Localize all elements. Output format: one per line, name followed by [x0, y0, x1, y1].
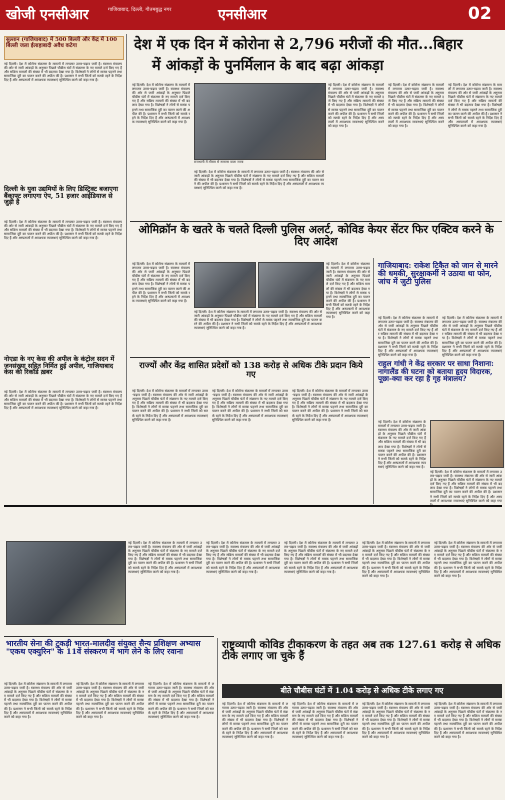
omicron-body-2: नई दिल्ली। देश में कोरोना संक्रमण के मामलों में लगातार उतार-चढ़ाव जारी है। स्वास्थ्य मंत्रालय की ओर से जारी आंकड़ों के अनुसार पिछले चौबीस घंटों में संक्रमण के नए मामले दर्ज किए गए हैं और सक्रिय मामलों की संख्या में भी बदलाव देखा गया है। विशेषज्ञों ने लोगों से मास्क पहनने तथा सामाजिक दूरी का पालन करने की अपील की है। प्रशासन ने सभी जिलों को सतर्क रहने के निर्देश दिए हैं और अस्पतालों में आवश्यक व्यवस्थाएं सुनिश्चित करने को कहा गया है।	[194, 310, 322, 331]
doctors-body-2: नई दिल्ली। देश में कोरोना संक्रमण के मामलों में लगातार उतार-चढ़ाव जारी है। स्वास्थ्य मंत्रालय की ओर से जारी आंकड़ों के अनुसार पिछले चौबीस घंटों में संक्रमण के नए मामले दर्ज किए गए हैं और सक्रिय मामलों की संख्या में भी बदलाव देखा गया है। विशेषज्ञों ने लोगों से मास्क पहनने तथा सामाजिक दूरी का पालन करने की अपील की है। प्रशासन ने सभी जिलों को सतर्क रहने के निर्देश दिए हैं और अस्पतालों में आवश्यक व्यवस्थाएं सुनिश्चित करने को कहा गया है।	[206, 541, 280, 574]
lead-photo	[194, 83, 326, 160]
omicron-headline: ओमिक्रॉन के खतरे के चलते दिल्ली पुलिस अलर्ट, कोविड केयर सेंटर फिर एक्टिव करने के दिए आदेश	[138, 223, 494, 248]
tikait-headline: गाजियाबाद: राकेश टिकैत को जान से मारने की धमकी, सुरक्षाकर्मी ने उठाया था फोन, जांच में जुटी पुलिस	[378, 261, 498, 286]
vaccine-banner: बीते चौबीस घंटों में 1.04 करोड़ से अधिक टीके लगाए गए	[280, 686, 444, 695]
rahul-body-1: नई दिल्ली। देश में कोरोना संक्रमण के मामलों में लगातार उतार-चढ़ाव जारी है। स्वास्थ्य मंत्रालय की ओर से जारी आंकड़ों के अनुसार पिछले चौबीस घंटों में संक्रमण के नए मामले दर्ज किए गए हैं और सक्रिय मामलों की संख्या में भी बदलाव देखा गया है। विशेषज्ञों ने लोगों से मास्क पहनने तथा सामाजिक दूरी का पालन करने की अपील की है। प्रशासन ने सभी जिलों को सतर्क रहने के निर्देश दिए हैं और अस्पतालों में आवश्यक व्यवस्थाएं सुनिश्चित करने को कहा गया है।	[378, 420, 426, 470]
page-number: 02	[468, 4, 492, 24]
lead-rule	[130, 221, 502, 222]
lead-body-mid: नई दिल्ली। देश में कोरोना संक्रमण के मामलों में लगातार उतार-चढ़ाव जारी है। स्वास्थ्य मंत्रालय की ओर से जारी आंकड़ों के अनुसार पिछले चौबीस घंटों में संक्रमण के नए मामले दर्ज किए गए हैं और सक्रिय मामलों की संख्या में भी बदलाव देखा गया है। विशेषज्ञों ने लोगों से मास्क पहनने तथा सामाजिक दूरी का पालन करने की अपील की है। प्रशासन ने सभी जिलों को सतर्क रहने के निर्देश दिए हैं और अस्पतालों में आवश्यक व्यवस्थाएं सुनिश्चित करने को कहा गया है।	[194, 170, 324, 191]
left-column-rule	[126, 34, 127, 504]
left-kicker: सुल्तान (गाजियाबाद) में 500 बिल्ली और केंद्र में 100 बिल्ली जला ईलाहाबादी अवैध कटेगा	[6, 37, 117, 49]
left-story2-headline: दिल्ली के युवा उद्यमियों के लिए डिस्ट्रिक्ट बजाएगा बैंकाफ्ट लगाएगा ऐप, 51 हजार आईडियाज से जुड़ी है	[4, 185, 119, 207]
lead-photo-caption: राजधानी में मौसम से नासरस वाला जाया	[194, 160, 244, 164]
omicron-body-1: नई दिल्ली। देश में कोरोना संक्रमण के मामलों में लगातार उतार-चढ़ाव जारी है। स्वास्थ्य मंत्रालय की ओर से जारी आंकड़ों के अनुसार पिछले चौबीस घंटों में संक्रमण के नए मामले दर्ज किए गए हैं और सक्रिय मामलों की संख्या में भी बदलाव देखा गया है। विशेषज्ञों ने लोगों से मास्क पहनने तथा सामाजिक दूरी का पालन करने की अपील की है। प्रशासन ने सभी जिलों को सतर्क रहने के निर्देश दिए हैं और अस्पतालों में आवश्यक व्यवस्थाएं सुनिश्चित करने को कहा गया है।	[132, 262, 190, 303]
doctors-body-1: नई दिल्ली। देश में कोरोना संक्रमण के मामलों में लगातार उतार-चढ़ाव जारी है। स्वास्थ्य मंत्रालय की ओर से जारी आंकड़ों के अनुसार पिछले चौबीस घंटों में संक्रमण के नए मामले दर्ज किए गए हैं और सक्रिय मामलों की संख्या में भी बदलाव देखा गया है। विशेषज्ञों ने लोगों से मास्क पहनने तथा सामाजिक दूरी का पालन करने की अपील की है। प्रशासन ने सभी जिलों को सतर्क रहने के निर्देश दिए हैं और अस्पतालों में आवश्यक व्यवस्थाएं सुनिश्चित करने को कहा गया है।	[128, 541, 202, 574]
left-body-2: नई दिल्ली। देश में कोरोना संक्रमण के मामलों में लगातार उतार-चढ़ाव जारी है। स्वास्थ्य मंत्रालय की ओर से जारी आंकड़ों के अनुसार पिछले चौबीस घंटों में संक्रमण के नए मामले दर्ज किए गए हैं और सक्रिय मामलों की संख्या में भी बदलाव देखा गया है। विशेषज्ञों ने लोगों से मास्क पहनने तथा सामाजिक दूरी का पालन करने की अपील की है। प्रशासन ने सभी जिलों को सतर्क रहने के निर्देश दिए हैं और अस्पतालों में आवश्यक व्यवस्थाएं सुनिश्चित करने को कहा गया है।	[4, 220, 122, 241]
masthead-meta: गाजियाबाद, दिल्ली, गौतमबुद्ध नगर	[108, 7, 172, 13]
omicron-photo-1	[194, 262, 256, 308]
doses-body-1: नई दिल्ली। देश में कोरोना संक्रमण के मामलों में लगातार उतार-चढ़ाव जारी है। स्वास्थ्य मंत्रालय की ओर से जारी आंकड़ों के अनुसार पिछले चौबीस घंटों में संक्रमण के नए मामले दर्ज किए गए हैं और सक्रिय मामलों की संख्या में भी बदलाव देखा गया है। विशेषज्ञों ने लोगों से मास्क पहनने तथा सामाजिक दूरी का पालन करने की अपील की है। प्रशासन ने सभी जिलों को सतर्क रहने के निर्देश दिए हैं और अस्पतालों में आवश्यक व्यवस्थाएं सुनिश्चित करने को कहा गया है।	[132, 389, 208, 422]
lead-body-right2: नई दिल्ली। देश में कोरोना संक्रमण के मामलों में लगातार उतार-चढ़ाव जारी है। स्वास्थ्य मंत्रालय की ओर से जारी आंकड़ों के अनुसार पिछले चौबीस घंटों में संक्रमण के नए मामले दर्ज किए गए हैं और सक्रिय मामलों की संख्या में भी बदलाव देखा गया है। विशेषज्ञों ने लोगों से मास्क पहनने तथा सामाजिक दूरी का पालन करने की अपील की है। प्रशासन ने सभी जिलों को सतर्क रहने के निर्देश दिए हैं और अस्पतालों में आवश्यक व्यवस्थाएं सुनिश्चित करने को कहा गया है।	[388, 83, 444, 128]
rahul-headline: राहुल गांधी ने केंद्र सरकार पर साधा निशाना: नागालैंड की घटना को बताया हृदय विदारक, पूछा-क्या कर रहा है गृह मंत्रालय?	[378, 359, 494, 384]
army-rule	[4, 636, 214, 637]
doctors-body-3: नई दिल्ली। देश में कोरोना संक्रमण के मामलों में लगातार उतार-चढ़ाव जारी है। स्वास्थ्य मंत्रालय की ओर से जारी आंकड़ों के अनुसार पिछले चौबीस घंटों में संक्रमण के नए मामले दर्ज किए गए हैं और सक्रिय मामलों की संख्या में भी बदलाव देखा गया है। विशेषज्ञों ने लोगों से मास्क पहनने तथा सामाजिक दूरी का पालन करने की अपील की है। प्रशासन ने सभी जिलों को सतर्क रहने के निर्देश दिए हैं और अस्पतालों में आवश्यक व्यवस्थाएं सुनिश्चित करने को कहा गया है।	[284, 541, 358, 574]
doses-headline: राज्यों और केंद्र शासित प्रदेशों को 138 करोड़ से अधिक टीके प्रदान किये गए	[139, 360, 363, 379]
rahul-body-2: नई दिल्ली। देश में कोरोना संक्रमण के मामलों में लगातार उतार-चढ़ाव जारी है। स्वास्थ्य मंत्रालय की ओर से जारी आंकड़ों के अनुसार पिछले चौबीस घंटों में संक्रमण के नए मामले दर्ज किए गए हैं और सक्रिय मामलों की संख्या में भी बदलाव देखा गया है। विशेषज्ञों ने लोगों से मास्क पहनने तथा सामाजिक दूरी का पालन करने की अपील की है। प्रशासन ने सभी जिलों को सतर्क रहने के निर्देश दिए हैं और अस्पतालों में आवश्यक व्यवस्थाएं सुनिश्चित करने को कहा गया	[430, 470, 502, 503]
vaccine-headline: राष्ट्रव्यापी कोविड टीकाकरण के तहत अब तक 127.61 करोड़ से अधिक टीके लगाए जा चुके हैं	[222, 639, 501, 662]
mid-rule	[130, 357, 370, 358]
vaccine-body-2: नई दिल्ली। देश में कोरोना संक्रमण के मामलों में लगातार उतार-चढ़ाव जारी है। स्वास्थ्य मंत्रालय की ओर से जारी आंकड़ों के अनुसार पिछले चौबीस घंटों में संक्रमण के नए मामले दर्ज किए गए हैं और सक्रिय मामलों की संख्या में भी बदलाव देखा गया है। विशेषज्ञों ने लोगों से मास्क पहनने तथा सामाजिक दूरी का पालन करने की अपील की है। प्रशासन ने सभी जिलों को सतर्क रहने के निर्देश दिए हैं और अस्पतालों में आवश्यक व्यवस्थाएं सुनिश्चित करने को कहा गया है।	[292, 702, 358, 739]
army-body-1: नई दिल्ली। देश में कोरोना संक्रमण के मामलों में लगातार उतार-चढ़ाव जारी है। स्वास्थ्य मंत्रालय की ओर से जारी आंकड़ों के अनुसार पिछले चौबीस घंटों में संक्रमण के नए मामले दर्ज किए गए हैं और सक्रिय मामलों की संख्या में भी बदलाव देखा गया है। विशेषज्ञों ने लोगों से मास्क पहनने तथा सामाजिक दूरी का पालन करने की अपील की है। प्रशासन ने सभी जिलों को सतर्क रहने के निर्देश दिए हैं और अस्पतालों में आवश्यक व्यवस्थाएं सुनिश्चित करने को कहा गया है।	[4, 682, 72, 719]
lead-headline-line2: में आंकड़ों के पुनर्मिलान के बाद बढ़ा आंकड़ा	[152, 57, 384, 74]
omicron-photo-2	[258, 262, 324, 308]
right-column-rule	[373, 258, 374, 504]
doses-body-2: नई दिल्ली। देश में कोरोना संक्रमण के मामलों में लगातार उतार-चढ़ाव जारी है। स्वास्थ्य मंत्रालय की ओर से जारी आंकड़ों के अनुसार पिछले चौबीस घंटों में संक्रमण के नए मामले दर्ज किए गए हैं और सक्रिय मामलों की संख्या में भी बदलाव देखा गया है। विशेषज्ञों ने लोगों से मास्क पहनने तथा सामाजिक दूरी का पालन करने की अपील की है। प्रशासन ने सभी जिलों को सतर्क रहने के निर्देश दिए हैं और अस्पतालों में आवश्यक व्यवस्थाएं सुनिश्चित करने को कहा गया है।	[212, 389, 288, 422]
vaccine-body-3: नई दिल्ली। देश में कोरोना संक्रमण के मामलों में लगातार उतार-चढ़ाव जारी है। स्वास्थ्य मंत्रालय की ओर से जारी आंकड़ों के अनुसार पिछले चौबीस घंटों में संक्रमण के नए मामले दर्ज किए गए हैं और सक्रिय मामलों की संख्या में भी बदलाव देखा गया है। विशेषज्ञों ने लोगों से मास्क पहनने तथा सामाजिक दूरी का पालन करने की अपील की है। प्रशासन ने सभी जिलों को सतर्क रहने के निर्देश दिए हैं और अस्पतालों में आवश्यक व्यवस्थाएं सुनिश्चित करने को कहा गया है।	[362, 702, 430, 739]
doctors-body-4: नई दिल्ली। देश में कोरोना संक्रमण के मामलों में लगातार उतार-चढ़ाव जारी है। स्वास्थ्य मंत्रालय की ओर से जारी आंकड़ों के अनुसार पिछले चौबीस घंटों में संक्रमण के नए मामले दर्ज किए गए हैं और सक्रिय मामलों की संख्या में भी बदलाव देखा गया है। विशेषज्ञों ने लोगों से मास्क पहनने तथा सामाजिक दूरी का पालन करने की अपील की है। प्रशासन ने सभी जिलों को सतर्क रहने के निर्देश दिए हैं और अस्पतालों में आवश्यक व्यवस्थाएं सुनिश्चित करने को कहा गया है।	[362, 541, 430, 578]
lead-body-left: नई दिल्ली। देश में कोरोना संक्रमण के मामलों में लगातार उतार-चढ़ाव जारी है। स्वास्थ्य मंत्रालय की ओर से जारी आंकड़ों के अनुसार पिछले चौबीस घंटों में संक्रमण के नए मामले दर्ज किए गए हैं और सक्रिय मामलों की संख्या में भी बदलाव देखा गया है। विशेषज्ञों ने लोगों से मास्क पहनने तथा सामाजिक दूरी का पालन करने की अपील की है। प्रशासन ने सभी जिलों को सतर्क रहने के निर्देश दिए हैं और अस्पतालों में आवश्यक व्यवस्थाएं सुनिश्चित करने को कहा गया है।	[132, 83, 190, 124]
doctors-photo	[6, 541, 126, 625]
tikait-body-1: नई दिल्ली। देश में कोरोना संक्रमण के मामलों में लगातार उतार-चढ़ाव जारी है। स्वास्थ्य मंत्रालय की ओर से जारी आंकड़ों के अनुसार पिछले चौबीस घंटों में संक्रमण के नए मामले दर्ज किए गए हैं और सक्रिय मामलों की संख्या में भी बदलाव देखा गया है। विशेषज्ञों ने लोगों से मास्क पहनने तथा सामाजिक दूरी का पालन करने की अपील की है। प्रशासन ने सभी जिलों को सतर्क रहने के निर्देश दिए हैं और अस्पतालों में आवश्यक व्यवस्थाएं सुनिश्चित करने को कहा गया है।	[378, 316, 438, 357]
doctors-headline	[8, 511, 500, 537]
brand-name: खोजी एनसीआर	[6, 7, 89, 23]
section-title: एनसीआर	[218, 7, 267, 23]
left-body-3: नई दिल्ली। देश में कोरोना संक्रमण के मामलों में लगातार उतार-चढ़ाव जारी है। स्वास्थ्य मंत्रालय की ओर से जारी आंकड़ों के अनुसार पिछले चौबीस घंटों में संक्रमण के नए मामले दर्ज किए गए हैं और सक्रिय मामलों की संख्या में भी बदलाव देखा गया है। विशेषज्ञों ने लोगों से मास्क पहनने तथा सामाजिक दूरी का पालन करने की अपील की है। प्रशासन ने सभी जिलों को सतर्क रहने के निर्देश दिए हैं और अस्पतालों में आवश्यक व्यवस्थाएं सुनिश्चित करने को कहा गया है।	[4, 390, 122, 411]
lead-headline-line1: देश में एक दिन में कोरोना से 2,796 मरीजों की मौत...बिहार	[134, 36, 463, 53]
lead-body-right3: नई दिल्ली। देश में कोरोना संक्रमण के मामलों में लगातार उतार-चढ़ाव जारी है। स्वास्थ्य मंत्रालय की ओर से जारी आंकड़ों के अनुसार पिछले चौबीस घंटों में संक्रमण के नए मामले दर्ज किए गए हैं और सक्रिय मामलों की संख्या में भी बदलाव देखा गया है। विशेषज्ञों ने लोगों से मास्क पहनने तथा सामाजिक दूरी का पालन करने की अपील की है। प्रशासन ने सभी जिलों को सतर्क रहने के निर्देश दिए हैं और अस्पतालों में आवश्यक व्यवस्थाएं सुनिश्चित करने को कहा गया है।	[448, 83, 502, 128]
vaccine-body-4: नई दिल्ली। देश में कोरोना संक्रमण के मामलों में लगातार उतार-चढ़ाव जारी है। स्वास्थ्य मंत्रालय की ओर से जारी आंकड़ों के अनुसार पिछले चौबीस घंटों में संक्रमण के नए मामले दर्ज किए गए हैं और सक्रिय मामलों की संख्या में भी बदलाव देखा गया है। विशेषज्ञों ने लोगों से मास्क पहनने तथा सामाजिक दूरी का पालन करने की अपील की है। प्रशासन ने सभी जिलों को सतर्क रहने के निर्देश दिए हैं और अस्पतालों में आवश्यक व्यवस्थाएं सुनिश्चित करने को कहा गया है।	[434, 702, 502, 739]
bottom-column-rule	[217, 638, 218, 798]
left-story3-headline: नोएडा के नए केस की अपील के कंट्रोल सदन में जनसंख्या सहित निर्मित हुई अपील, गाजियाबाद केस की रिकॉर्ड ख़बर	[4, 355, 115, 377]
omicron-body-3: नई दिल्ली। देश में कोरोना संक्रमण के मामलों में लगातार उतार-चढ़ाव जारी है। स्वास्थ्य मंत्रालय की ओर से जारी आंकड़ों के अनुसार पिछले चौबीस घंटों में संक्रमण के नए मामले दर्ज किए गए हैं और सक्रिय मामलों की संख्या में भी बदलाव देखा गया है। विशेषज्ञों ने लोगों से मास्क पहनने तथा सामाजिक दूरी का पालन करने की अपील की है। प्रशासन ने सभी जिलों को सतर्क रहने के निर्देश दिए हैं और अस्पतालों में आवश्यक व्यवस्थाएं सुनिश्चित करने को कहा गया है।	[326, 262, 370, 320]
lead-body-right1: नई दिल्ली। देश में कोरोना संक्रमण के मामलों में लगातार उतार-चढ़ाव जारी है। स्वास्थ्य मंत्रालय की ओर से जारी आंकड़ों के अनुसार पिछले चौबीस घंटों में संक्रमण के नए मामले दर्ज किए गए हैं और सक्रिय मामलों की संख्या में भी बदलाव देखा गया है। विशेषज्ञों ने लोगों से मास्क पहनने तथा सामाजिक दूरी का पालन करने की अपील की है। प्रशासन ने सभी जिलों को सतर्क रहने के निर्देश दिए हैं और अस्पतालों में आवश्यक व्यवस्थाएं सुनिश्चित करने को कहा गया है।	[328, 83, 384, 128]
tikait-body-2: नई दिल्ली। देश में कोरोना संक्रमण के मामलों में लगातार उतार-चढ़ाव जारी है। स्वास्थ्य मंत्रालय की ओर से जारी आंकड़ों के अनुसार पिछले चौबीस घंटों में संक्रमण के नए मामले दर्ज किए गए हैं और सक्रिय मामलों की संख्या में भी बदलाव देखा गया है। विशेषज्ञों ने लोगों से मास्क पहनने तथा सामाजिक दूरी का पालन करने की अपील की है। प्रशासन ने सभी जिलों को सतर्क रहने के निर्देश दिए हैं और अस्पतालों में आवश्यक व्यवस्थाएं सुनिश्चित करने को कहा गया है।	[442, 316, 502, 357]
doctors-rule	[4, 505, 502, 507]
army-body-3: नई दिल्ली। देश में कोरोना संक्रमण के मामलों में लगातार उतार-चढ़ाव जारी है। स्वास्थ्य मंत्रालय की ओर से जारी आंकड़ों के अनुसार पिछले चौबीस घंटों में संक्रमण के नए मामले दर्ज किए गए हैं और सक्रिय मामलों की संख्या में भी बदलाव देखा गया है। विशेषज्ञों ने लोगों से मास्क पहनने तथा सामाजिक दूरी का पालन करने की अपील की है। प्रशासन ने सभी जिलों को सतर्क रहने के निर्देश दिए हैं और अस्पतालों में आवश्यक व्यवस्थाएं सुनिश्चित करने को कहा गया है।	[148, 682, 214, 719]
army-body-2: नई दिल्ली। देश में कोरोना संक्रमण के मामलों में लगातार उतार-चढ़ाव जारी है। स्वास्थ्य मंत्रालय की ओर से जारी आंकड़ों के अनुसार पिछले चौबीस घंटों में संक्रमण के नए मामले दर्ज किए गए हैं और सक्रिय मामलों की संख्या में भी बदलाव देखा गया है। विशेषज्ञों ने लोगों से मास्क पहनने तथा सामाजिक दूरी का पालन करने की अपील की है। प्रशासन ने सभी जिलों को सतर्क रहने के निर्देश दिए हैं और अस्पतालों में आवश्यक व्यवस्थाएं सुनिश्चित करने को कहा गया है।	[76, 682, 144, 719]
doses-body-3: नई दिल्ली। देश में कोरोना संक्रमण के मामलों में लगातार उतार-चढ़ाव जारी है। स्वास्थ्य मंत्रालय की ओर से जारी आंकड़ों के अनुसार पिछले चौबीस घंटों में संक्रमण के नए मामले दर्ज किए गए हैं और सक्रिय मामलों की संख्या में भी बदलाव देखा गया है। विशेषज्ञों ने लोगों से मास्क पहनने तथा सामाजिक दूरी का पालन करने की अपील की है। प्रशासन ने सभी जिलों को सतर्क रहने के निर्देश दिए हैं और अस्पतालों में आवश्यक व्यवस्थाएं सुनिश्चित करने को कहा गया है।	[292, 389, 368, 422]
left-body-1: नई दिल्ली। देश में कोरोना संक्रमण के मामलों में लगातार उतार-चढ़ाव जारी है। स्वास्थ्य मंत्रालय की ओर से जारी आंकड़ों के अनुसार पिछले चौबीस घंटों में संक्रमण के नए मामले दर्ज किए गए हैं और सक्रिय मामलों की संख्या में भी बदलाव देखा गया है। विशेषज्ञों ने लोगों से मास्क पहनने तथा सामाजिक दूरी का पालन करने की अपील की है। प्रशासन ने सभी जिलों को सतर्क रहने के निर्देश दिए हैं और अस्पतालों में आवश्यक व्यवस्थाएं सुनिश्चित करने को कहा गया है।	[4, 62, 122, 83]
doctors-body-5: नई दिल्ली। देश में कोरोना संक्रमण के मामलों में लगातार उतार-चढ़ाव जारी है। स्वास्थ्य मंत्रालय की ओर से जारी आंकड़ों के अनुसार पिछले चौबीस घंटों में संक्रमण के नए मामले दर्ज किए गए हैं और सक्रिय मामलों की संख्या में भी बदलाव देखा गया है। विशेषज्ञों ने लोगों से मास्क पहनने तथा सामाजिक दूरी का पालन करने की अपील की है। प्रशासन ने सभी जिलों को सतर्क रहने के निर्देश दिए हैं और अस्पतालों में आवश्यक व्यवस्थाएं सुनिश्चित करने को कहा गया है।	[434, 541, 502, 578]
rahul-photo	[430, 420, 504, 468]
army-headline: भारतीय सेना की टुकड़ी भारत-मालदीव संयुक्त सैन्य प्रशिक्षण अभ्यास "एकथ एक्युरिन" के 11वें संस्करण में भाग लेने के लिए रवाना	[6, 639, 201, 657]
vaccine-body-1: नई दिल्ली। देश में कोरोना संक्रमण के मामलों में लगातार उतार-चढ़ाव जारी है। स्वास्थ्य मंत्रालय की ओर से जारी आंकड़ों के अनुसार पिछले चौबीस घंटों में संक्रमण के नए मामले दर्ज किए गए हैं और सक्रिय मामलों की संख्या में भी बदलाव देखा गया है। विशेषज्ञों ने लोगों से मास्क पहनने तथा सामाजिक दूरी का पालन करने की अपील की है। प्रशासन ने सभी जिलों को सतर्क रहने के निर्देश दिए हैं और अस्पतालों में आवश्यक व्यवस्थाएं सुनिश्चित करने को कहा गया है।	[222, 702, 288, 739]
